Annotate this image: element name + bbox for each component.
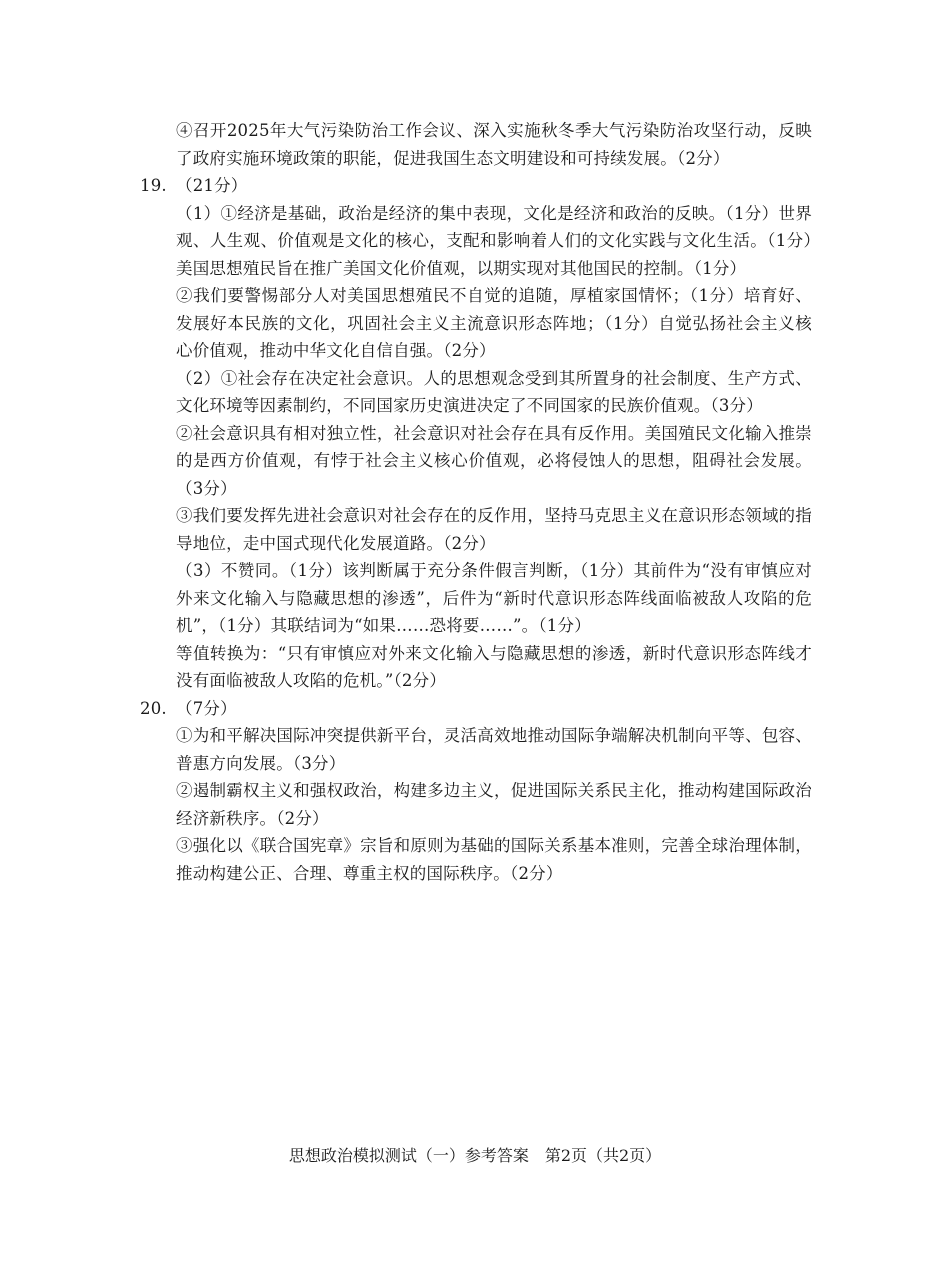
q19-paragraph: （3）不赞同。（1分）该判断属于充分条件假言判断，（1分）其前件为“没有审慎应对外来文化输入与隐藏思想的渗透”，后件为“新时代意识形态阵线面临被敌人攻陷的危机”，（1分）其联结词为“如果……恐将要……”。（1分） [176, 561, 812, 635]
q19-number: 19. [140, 176, 167, 195]
page-footer: 思想政治模拟测试（一）参考答案 第2页（共2页） [288, 1146, 662, 1165]
q19-paragraph: （2）①社会存在决定社会意识。人的思想观念受到其所置身的社会制度、生产方式、文化环境等因素制约，不同国家历史演进决定了不同国家的民族价值观。（3分） [176, 368, 812, 415]
q20-paragraph: ①为和平解决国际冲突提供新平台，灵活高效地推动国际争端解决机制向平等、包容、普惠方向发展。（3分） [176, 726, 812, 773]
answer-content [140, 117, 812, 887]
q20-paragraph: ②遏制霸权主义和强权政治，构建多边主义，促进国际关系民主化，推动构建国际政治经济新秩序。（2分） [176, 781, 812, 828]
q20-header [140, 695, 812, 723]
q19-score: （21分） [176, 176, 248, 195]
q20-paragraph: ③强化以《联合国宪章》宗旨和原则为基础的国际关系基本准则，完善全球治理体制，推动构建公正、合理、尊重主权的国际秩序。（2分） [176, 836, 812, 883]
q18-point-4: ④召开2025年大气污染防治工作会议、深入实施秋冬季大气污染防治攻坚行动，反映了政府实施环境政策的职能，促进我国生态文明建设和可持续发展。（2分） [176, 121, 812, 168]
q19-paragraph: 等值转换为：“只有审慎应对外来文化输入与隐藏思想的渗透，新时代意识形态阵线才没有面临被敌人攻陷的危机。”（2分） [176, 643, 812, 690]
q19-paragraph: （1）①经济是基础，政治是经济的集中表现，文化是经济和政治的反映。（1分）世界观、人生观、价值观是文化的核心，支配和影响着人们的文化实践与文化生活。（1分）美国思想殖民旨在推广美国文化价值观，以期实现对其他国民的控制。（1分） [176, 203, 812, 278]
q19-header [140, 172, 812, 200]
q19-paragraph: ②我们要警惕部分人对美国思想殖民不自觉的追随，厚植家国情怀；（1分）培育好、发展好本民族的文化，巩固社会主义主流意识形态阵地；（1分）自觉弘扬社会主义核心价值观，推动中华文化自信自强。（2分） [176, 286, 812, 360]
q19-paragraph: ②社会意识具有相对独立性，社会意识对社会存在具有反作用。美国殖民文化输入推崇的是西方价值观，有悖于社会主义核心价值观，必将侵蚀人的思想，阻碍社会发展。（3分） [176, 423, 812, 498]
q20-score: （7分） [176, 698, 237, 718]
q20-number: 20. [140, 698, 167, 718]
q19-paragraph: ③我们要发挥先进社会意识对社会存在的反作用，坚持马克思主义在意识形态领域的指导地位，走中国式现代化发展道路。（2分） [176, 506, 812, 553]
